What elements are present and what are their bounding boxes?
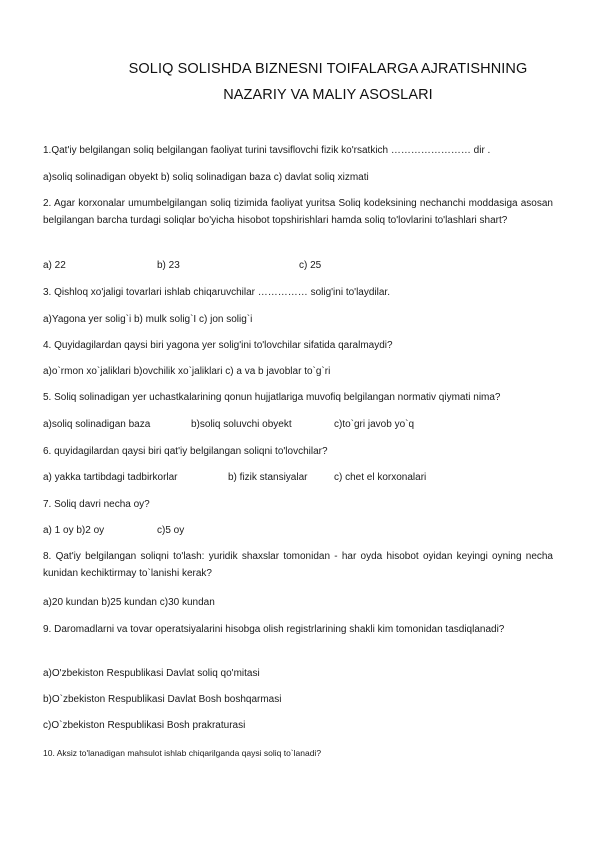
answer-c: c)to`gri javob yo`q [334, 419, 415, 430]
answer-a-b: a) 1 oy b)2 oy [43, 525, 105, 536]
answer-b: b) fizik stansiyalar [228, 472, 308, 483]
answer-a: a)soliq solinadigan baza [43, 419, 151, 430]
question-10: 10. Aksiz to'lanadigan mahsulot ishlab chiqarilganda qaysi soliq to`lanadi? [43, 748, 322, 758]
question-8-answers: a)20 kundan b)25 kundan c)30 kundan [43, 597, 215, 608]
answer-a: a) yakka tartibdagi tadbirkorlar [43, 472, 178, 483]
question-9-answer-b: b)O`zbekiston Respublikasi Davlat Bosh boshqarmasi [43, 694, 282, 705]
question-5: 5. Soliq solinadigan yer uchastkalarining qonun hujjatlariga muvofiq belgilangan normativ qiymati nima? [43, 392, 501, 403]
document-title-line-2: NAZARIY VA MALIY ASOSLARI [223, 87, 433, 103]
question-6-answers [0, 472, 596, 486]
question-1: 1.Qat'iy belgilangan soliq belgilangan faoliyat turini tavsiflovchi fizik ko'rsatkich …………………… dir . [43, 145, 491, 156]
document-title-line-1: SOLIQ SOLISHDA BIZNESNI TOIFALARGA AJRATISHNING [128, 61, 528, 77]
answer-c: c) chet el korxonalari [334, 472, 427, 483]
question-7: 7. Soliq davri necha oy? [43, 499, 150, 510]
answer-c: c)5 oy [157, 525, 185, 536]
question-9-answer-a: a)O'zbekiston Respublikasi Davlat soliq qo'mitasi [43, 668, 260, 679]
question-9-answer-c: c)O`zbekiston Respublikasi Bosh prakraturasi [43, 720, 246, 731]
answer-c: c) 25 [299, 260, 322, 271]
answer-b: b)soliq soluvchi obyekt [191, 419, 292, 430]
question-1-answers: a)soliq solinadigan obyekt b) soliq solinadigan baza c) davlat soliq xizmati [43, 172, 369, 183]
question-9: 9. Daromadlarni va tovar operatsiyalarini hisobga olish registrlarining shakli kim tomonidan tasdiqlanadi? [43, 624, 505, 635]
question-5-answers [0, 419, 596, 433]
question-2: 2. Agar korxonalar umumbelgilangan soliq tizimida faoliyat yuritsa Soliq kodeksining nechanchi moddasiga asosan belgilangan barcha turdagi soliqlar bo'yicha hisobot topshirishlari hamda soliq to'lovlarini to'lashlari shart? [43, 198, 553, 226]
question-7-answers [0, 525, 596, 539]
question-4: 4. Quyidagilardan qaysi biri yagona yer solig'ini to'lovchilar sifatida qaralmaydi? [43, 340, 393, 351]
question-3: 3. Qishloq xo'jaligi tovarlari ishlab chiqaruvchilar …………… solig'ini to'laydilar. [43, 287, 390, 298]
question-2-answers [0, 260, 596, 274]
answer-a: a) 22 [43, 260, 66, 271]
question-3-answers: a)Yagona yer solig`i b) mulk solig`I c) jon solig`i [43, 314, 253, 325]
answer-b: b) 23 [157, 260, 180, 271]
question-8: 8. Qat'iy belgilangan soliqni to'lash: yuridik shaxslar tomonidan - har oyda hisobot oyidan keyingi oyning necha kunidan kechiktirmay to`lanishi kerak? [43, 551, 553, 579]
question-6: 6. quyidagilardan qaysi biri qat'iy belgilangan soliqni to'lovchilar? [43, 446, 328, 457]
question-4-answers: a)o`rmon xo`jaliklari b)ovchilik xo`jaliklari c) a va b javoblar to`g`ri [43, 366, 331, 377]
